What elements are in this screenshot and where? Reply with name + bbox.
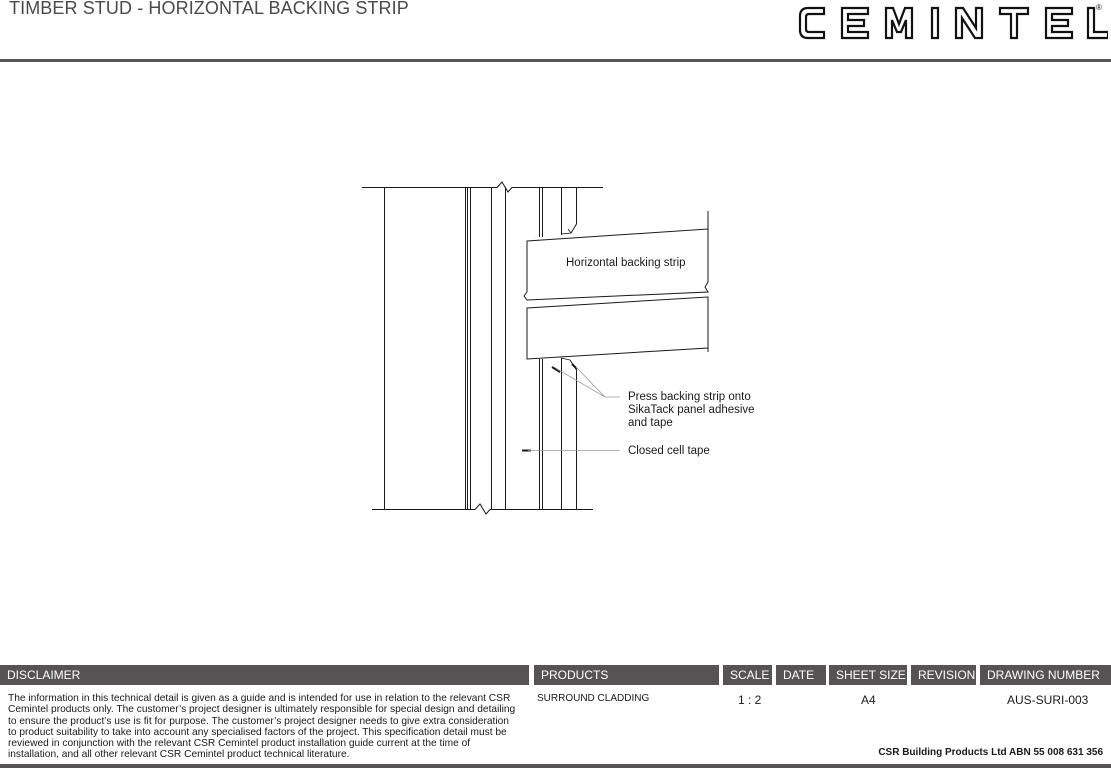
company-abn: CSR Building Products Ltd ABN 55 008 631 356 — [878, 747, 1103, 758]
label-press-line2: SikaTack panel adhesive — [628, 404, 755, 416]
products-value: SURROUND CLADDING — [537, 693, 650, 704]
label-press-line3: and tape — [628, 417, 673, 429]
cemintel-logo — [796, 2, 1108, 46]
header-sheet-size: SHEET SIZE — [829, 665, 907, 685]
bottom-break-line — [372, 504, 593, 514]
drawing-title: TIMBER STUD - HORIZONTAL BACKING STRIP — [9, 0, 409, 18]
scale-value: 1 : 2 — [738, 693, 762, 707]
backing-strip-lower — [527, 297, 708, 359]
disclaimer-text: The information in this technical detail is given as a guide and is intended for use in relation to the relevant CSR Cemintel products only. The customer’s project designer is ultimately responsible for special design and detailing to ensure the product’s use is fit for purpose. The customer’s project designer needs to give extra consideration to product suitability to take into account any specialised factors of the project. This specification detail must be reviewed in conjunction with the relevant CSR Cemintel product installation guide current at the time of installation, and all other relevant CSR Cemintel product technical literature. — [8, 693, 516, 761]
technical-drawing — [0, 62, 1111, 662]
drawing-number-value: AUS-SURI-003 — [1007, 693, 1089, 707]
header-revision: REVISION — [911, 665, 976, 685]
title-block — [0, 665, 1111, 768]
sheet-size-value: A4 — [861, 693, 876, 707]
footer-divider — [0, 764, 1111, 768]
top-break-line — [362, 182, 603, 192]
header-products: PRODUCTS — [534, 665, 719, 685]
header-drawing-number: DRAWING NUMBER — [980, 665, 1111, 685]
label-press-line1: Press backing strip onto — [628, 391, 751, 403]
label-backing-strip: Horizontal backing strip — [566, 257, 686, 269]
header-disclaimer: DISCLAIMER — [0, 665, 529, 685]
header-date: DATE — [776, 665, 826, 685]
label-closed-cell-tape: Closed cell tape — [628, 445, 710, 457]
svg-text:®: ® — [1096, 3, 1102, 12]
header-scale: SCALE — [723, 665, 772, 685]
